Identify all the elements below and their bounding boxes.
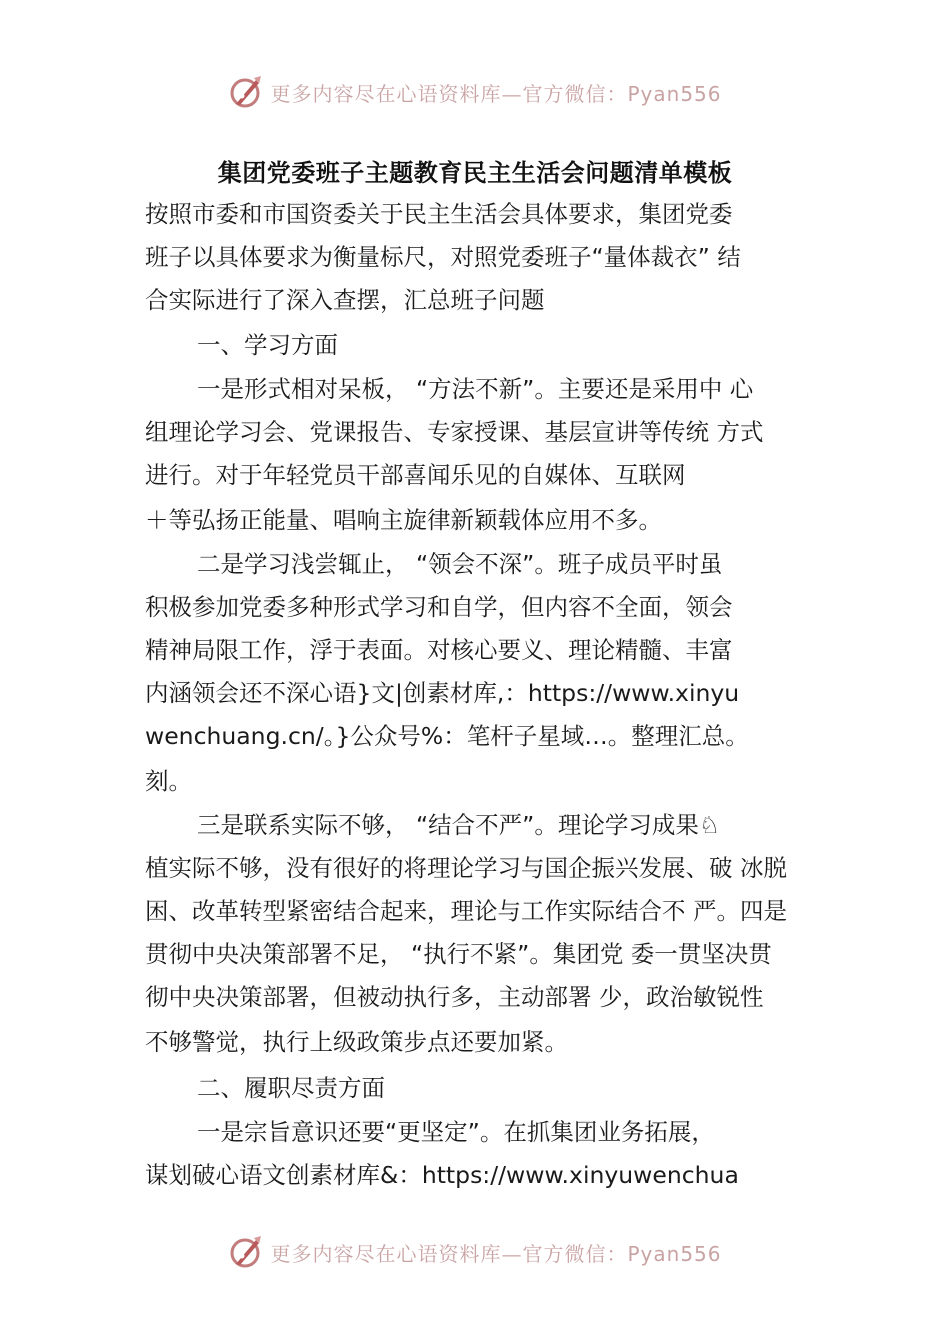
watermark-wechat-id: Pyan556 bbox=[627, 1241, 722, 1266]
body-line: 组理论学习会、党课报告、专家授课、基层宣讲等传统 方式 bbox=[145, 418, 764, 446]
body-line: 彻中央决策部署，但被动执行多，主动部署 少，政治敏锐性 bbox=[145, 983, 764, 1011]
section-heading-study: 一、学习方面 bbox=[197, 331, 338, 359]
body-line: 植实际不够，没有很好的将理论学习与国企振兴发展、破 冰脱 bbox=[145, 854, 787, 882]
header-watermark-banner bbox=[0, 72, 950, 112]
body-line: 按照市委和市国资委关于民主生活会具体要求，集团党委 bbox=[145, 200, 733, 228]
watermark-text: 更多内容尽在心语资料库—官方微信：Pyan556 bbox=[270, 1241, 722, 1266]
body-line: 二是学习浅尝辄止， “领会不深”。班子成员平时虽 bbox=[197, 550, 723, 578]
body-line: 精神局限工作，浮于表面。对核心要义、理论精髓、丰富 bbox=[145, 636, 733, 664]
document-title: 集团党委班子主题教育民主生活会问题清单模板 bbox=[217, 159, 733, 187]
body-line: 困、改革转型紧密结合起来，理论与工作实际结合不 严。四是 bbox=[145, 897, 787, 925]
quill-pen-logo-icon bbox=[228, 74, 264, 110]
document-body bbox=[145, 193, 810, 1197]
body-line: 谋划破心语文创素材库&：https://www.xinyuwenchua bbox=[145, 1161, 739, 1189]
watermark-wechat-id: Pyan556 bbox=[627, 81, 722, 106]
body-line: 贯彻中央决策部署不足， “执行不紧”。集团党 委一贯坚决贯 bbox=[145, 940, 772, 968]
body-line: ＋等弘扬正能量、唱响主旋律新颖载体应用不多。 bbox=[145, 506, 662, 534]
body-line: 一是宗旨意识还要“更坚定”。在抓集团业务拓展， bbox=[197, 1118, 715, 1146]
watermark-text: 更多内容尽在心语资料库—官方微信：Pyan556 bbox=[270, 81, 722, 106]
footer-watermark-banner bbox=[0, 1232, 950, 1272]
body-line: 班子以具体要求为衡量标尺，对照党委班子“量体裁衣” 结 bbox=[145, 243, 741, 271]
body-line: 三是联系实际不够， “结合不严”。理论学习成果♘ bbox=[197, 811, 720, 839]
body-line: 不够警觉，执行上级政策步点还要加紧。 bbox=[145, 1028, 568, 1056]
body-line: 一是形式相对呆板， “方法不新”。主要还是采用中 心 bbox=[197, 375, 754, 403]
body-line: 积极参加党委多种形式学习和自学，但内容不全面，领会 bbox=[145, 593, 733, 621]
body-line: 刻。 bbox=[145, 767, 192, 795]
section-heading-duty: 二、履职尽责方面 bbox=[197, 1074, 385, 1102]
body-line: 合实际进行了深入查摆，汇总班子问题 bbox=[145, 286, 545, 314]
quill-pen-logo-icon bbox=[228, 1234, 264, 1270]
body-line: 内涵领会还不深心语}文|创素材库,：https://www.xinyu bbox=[145, 679, 740, 707]
body-line: 进行。对于年轻党员干部喜闻乐见的自媒体、互联网 bbox=[145, 461, 686, 489]
body-line: wenchuang.cn/。}公众号%：笔杆子星域…。整理汇总。 bbox=[145, 722, 749, 750]
